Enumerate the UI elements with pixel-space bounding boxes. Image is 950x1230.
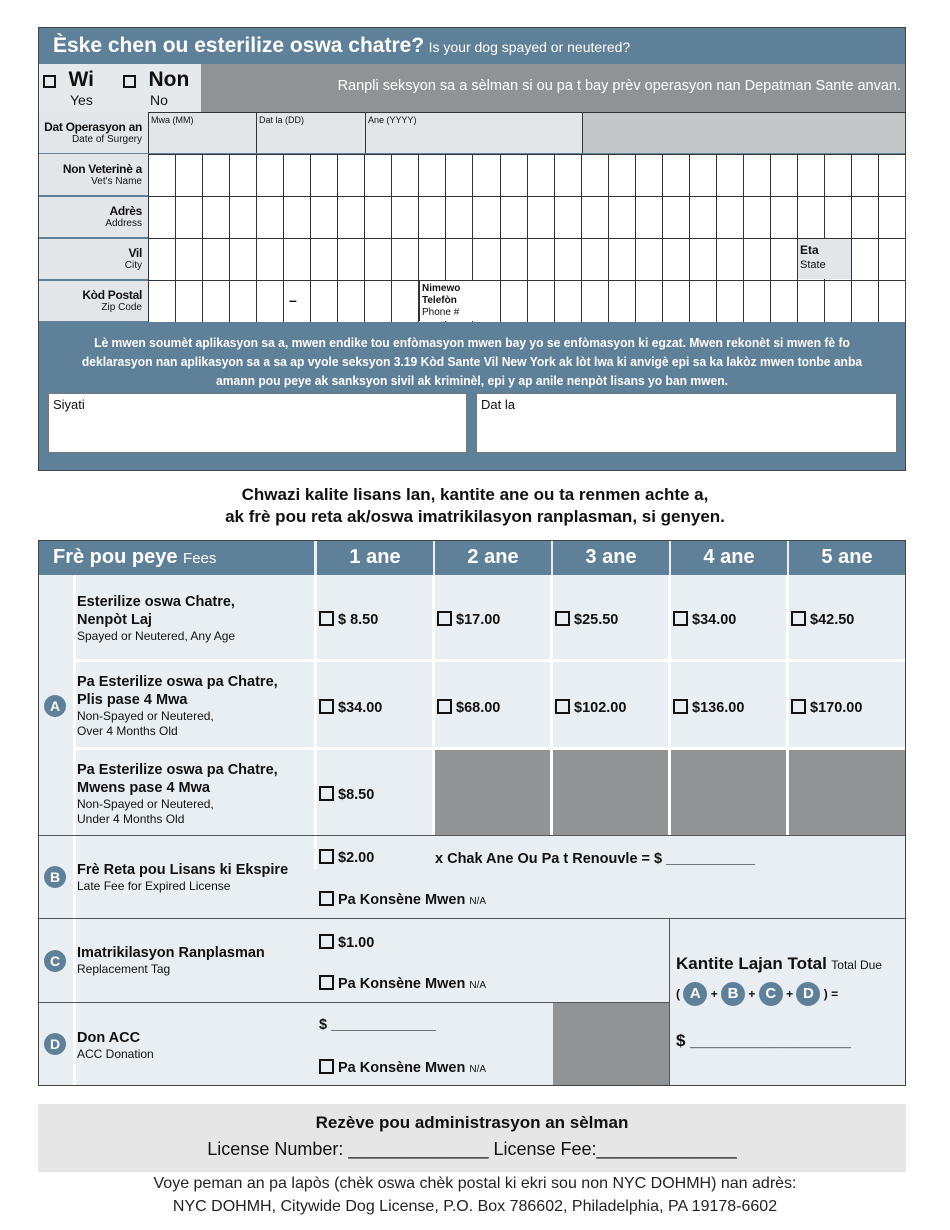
char-cell[interactable]: [229, 197, 256, 238]
replacement-na[interactable]: Pa Konsène Mwen N/A: [319, 975, 486, 992]
year-header-4: 4 ane: [671, 541, 787, 575]
office-use-box: [38, 1104, 906, 1172]
char-cell[interactable]: [689, 197, 716, 238]
late-fee-option[interactable]: $2.00: [319, 849, 374, 866]
char-cell[interactable]: [824, 197, 851, 238]
price-unspayed-under-1[interactable]: $8.50: [319, 786, 374, 803]
char-cell[interactable]: [689, 155, 716, 196]
char-cell[interactable]: [500, 239, 527, 280]
char-cell[interactable]: [445, 155, 472, 196]
char-cell[interactable]: [554, 155, 581, 196]
month-input[interactable]: Mwa (MM): [148, 113, 256, 153]
donation-label: Don ACC ACC Donation: [77, 1030, 154, 1061]
vet-label: Non Veterinè a Vet's Name: [39, 154, 148, 195]
char-cell[interactable]: [500, 155, 527, 196]
char-cell[interactable]: [256, 197, 283, 238]
char-cell[interactable]: [472, 197, 499, 238]
char-cell[interactable]: [175, 239, 202, 280]
mail-line-1: Voye peman an pa lapòs (chèk oswa chèk postal ki ekri sou non NYC DOHMH) nan adrès:: [153, 1175, 797, 1192]
fee-unspayed-over-label: Pa Esterilize oswa pa Chatre, Plis pase 4 Mwa Non-Spayed or Neutered, Over 4 Months Old: [77, 674, 278, 738]
char-cell[interactable]: [743, 155, 770, 196]
char-cell[interactable]: [770, 239, 797, 280]
price-unspayed-over-4[interactable]: $136.00: [673, 699, 744, 716]
char-cell[interactable]: [527, 281, 554, 322]
char-cell[interactable]: [202, 155, 229, 196]
office-license-line: License Number: ______________ License Fee:______________: [207, 1139, 737, 1159]
char-cell[interactable]: [337, 197, 364, 238]
price-spayed-1[interactable]: $ 8.50: [319, 611, 378, 628]
char-cell[interactable]: [310, 197, 337, 238]
char-cell[interactable]: [364, 239, 391, 280]
char-cell[interactable]: [662, 155, 689, 196]
unused-area: [582, 113, 905, 153]
year-input[interactable]: Ane (YYYY): [365, 113, 582, 153]
day-input[interactable]: Dat la (DD): [256, 113, 365, 153]
char-cell[interactable]: [391, 197, 418, 238]
char-cell[interactable]: [770, 155, 797, 196]
char-cell[interactable]: [878, 281, 905, 322]
char-cell[interactable]: [391, 155, 418, 196]
char-cell[interactable]: [418, 239, 445, 280]
char-cell[interactable]: [716, 239, 743, 280]
char-cell[interactable]: [770, 197, 797, 238]
char-cell[interactable]: [310, 239, 337, 280]
char-cell[interactable]: [662, 239, 689, 280]
address-input[interactable]: [148, 196, 905, 238]
zip-dash: –: [289, 292, 297, 308]
char-cell[interactable]: [608, 281, 635, 322]
char-cell[interactable]: [878, 239, 905, 280]
price-unspayed-over-1[interactable]: $34.00: [319, 699, 382, 716]
char-cell[interactable]: [256, 155, 283, 196]
instruction-text: Ranpli seksyon sa a sèlman si ou pa t bay prèv operasyon nan Depatman Sante anvan.: [337, 78, 901, 94]
char-cell[interactable]: [851, 239, 878, 280]
choose-instruction: [0, 484, 950, 528]
mailing-address: [0, 1172, 950, 1218]
char-cell[interactable]: [364, 197, 391, 238]
replacement-option[interactable]: $1.00: [319, 934, 374, 951]
donation-amount[interactable]: $ _____________: [319, 1017, 436, 1033]
char-cell[interactable]: [472, 155, 499, 196]
total-amount[interactable]: $ _________________: [676, 1031, 851, 1050]
char-cell[interactable]: [581, 239, 608, 280]
date-field[interactable]: Dat la: [476, 393, 897, 453]
fee-spayed-label: Esterilize oswa Chatre, Nenpòt Laj Spayed or Neutered, Any Age: [77, 594, 236, 643]
price-unspayed-over-5[interactable]: $170.00: [791, 699, 862, 716]
char-cell[interactable]: [472, 239, 499, 280]
char-cell[interactable]: [635, 281, 662, 322]
no-label: Non: [148, 68, 190, 91]
char-cell[interactable]: [797, 281, 824, 322]
char-cell[interactable]: [689, 239, 716, 280]
char-cell[interactable]: [283, 155, 310, 196]
yes-checkbox[interactable]: [43, 75, 56, 88]
declaration-text: Lè mwen soumèt aplikasyon sa a, mwen endike tou enfòmasyon mwen bay yo se enfòmasyon ki egzat. Mwen rekonèt si mwen fè fo deklarasyon nan aplikasyon sa a sa ap vyole seksyon 3.19 Kòd Sante Vil New York ak lòt lwa ki anvigè epi sa ka lakòz mwen tonbe anba amann pou peye ak sanksyon sivil ak kriminèl, epi y ap anile nenpòt lisans yo ban mwen.: [81, 335, 863, 388]
char-cell[interactable]: [581, 197, 608, 238]
char-cell[interactable]: [716, 281, 743, 322]
late-fee-formula[interactable]: x Chak Ane Ou Pa t Renouvle = $ ___________: [435, 851, 755, 867]
surgery-date-label: Dat Operasyon an Date of Surgery: [39, 112, 148, 153]
char-cell[interactable]: [635, 239, 662, 280]
total-formula: ( A + B + C + D ) =: [676, 982, 838, 1006]
yes-label: Wi: [68, 68, 94, 91]
late-fee-na[interactable]: Pa Konsène Mwen N/A: [319, 891, 486, 908]
char-cell[interactable]: [283, 239, 310, 280]
char-cell[interactable]: [581, 281, 608, 322]
no-checkbox[interactable]: [123, 75, 136, 88]
char-cell[interactable]: [202, 197, 229, 238]
address-label: Adrès Address: [39, 197, 148, 237]
replacement-label: Imatrikilasyon Ranplasman Replacement Tag: [77, 945, 265, 976]
vet-name-input[interactable]: [148, 154, 905, 196]
char-cell[interactable]: [148, 197, 175, 238]
question-en: Is your dog spayed or neutered?: [428, 39, 631, 55]
char-cell[interactable]: [391, 239, 418, 280]
char-cell[interactable]: [175, 197, 202, 238]
char-cell[interactable]: [797, 197, 824, 238]
char-cell[interactable]: [337, 155, 364, 196]
char-cell[interactable]: [716, 197, 743, 238]
zip-label: Kòd Postal Zip Code: [39, 281, 148, 321]
price-spayed-2[interactable]: $17.00: [437, 611, 500, 628]
price-unspayed-over-2[interactable]: $68.00: [437, 699, 500, 716]
surgery-date-fields: [148, 112, 905, 153]
char-cell[interactable]: [608, 155, 635, 196]
state-label: Eta State: [797, 239, 851, 279]
char-cell[interactable]: [148, 155, 175, 196]
char-cell[interactable]: [824, 281, 851, 322]
char-cell[interactable]: [337, 281, 364, 322]
char-cell[interactable]: [662, 197, 689, 238]
char-cell[interactable]: [175, 281, 202, 322]
char-cell[interactable]: [743, 239, 770, 280]
year-header-1: 1 ane: [317, 541, 433, 575]
char-cell[interactable]: [310, 155, 337, 196]
city-input[interactable]: [148, 238, 905, 280]
price-unspayed-over-3[interactable]: $102.00: [555, 699, 626, 716]
char-cell[interactable]: [635, 155, 662, 196]
char-cell[interactable]: [364, 155, 391, 196]
char-cell[interactable]: [148, 239, 175, 280]
char-cell[interactable]: [770, 281, 797, 322]
mail-line-2: NYC DOHMH, Citywide Dog License, P.O. Box 786602, Philadelphia, PA 19178-6602: [172, 1198, 778, 1215]
city-label: Vil City: [39, 239, 148, 279]
office-title: Rezève pou administrasyon an sèlman: [315, 1113, 629, 1132]
char-cell[interactable]: [391, 281, 418, 322]
year-header-5: 5 ane: [789, 541, 905, 575]
yes-option[interactable]: [43, 68, 94, 108]
badge-b: B: [44, 866, 66, 888]
char-cell[interactable]: [608, 197, 635, 238]
char-cell[interactable]: [608, 239, 635, 280]
char-cell[interactable]: [202, 239, 229, 280]
question-ht: Èske chen ou esterilize oswa chatre?: [53, 34, 425, 57]
surgery-section: [38, 27, 906, 471]
char-cell[interactable]: [202, 281, 229, 322]
fees-header: Frè pou peye Fees: [39, 541, 314, 575]
char-cell[interactable]: [337, 239, 364, 280]
signature-field[interactable]: Siyati: [48, 393, 467, 453]
phone-label: Nimewo Telefòn Phone #: [419, 281, 473, 321]
char-cell[interactable]: [581, 155, 608, 196]
price-spayed-4[interactable]: $34.00: [673, 611, 736, 628]
zip-input[interactable]: [148, 280, 905, 322]
char-cell[interactable]: [418, 155, 445, 196]
char-cell[interactable]: [472, 281, 499, 322]
year-header-2: 2 ane: [435, 541, 551, 575]
price-spayed-3[interactable]: $25.50: [555, 611, 618, 628]
badge-a: A: [44, 695, 66, 717]
char-cell[interactable]: [878, 155, 905, 196]
section-title: [39, 28, 905, 64]
no-option[interactable]: [123, 68, 189, 108]
char-cell[interactable]: [500, 197, 527, 238]
donation-na[interactable]: Pa Konsène Mwen N/A: [319, 1059, 486, 1076]
char-cell[interactable]: [445, 239, 472, 280]
char-cell[interactable]: [554, 197, 581, 238]
badge-d: D: [44, 1033, 66, 1055]
char-cell[interactable]: [310, 281, 337, 322]
char-cell[interactable]: [743, 281, 770, 322]
char-cell[interactable]: [256, 239, 283, 280]
char-cell[interactable]: [878, 197, 905, 238]
char-cell[interactable]: [445, 197, 472, 238]
char-cell[interactable]: [175, 155, 202, 196]
char-cell[interactable]: [554, 239, 581, 280]
fees-table: [38, 540, 906, 1086]
char-cell[interactable]: [851, 281, 878, 322]
no-label-en: No: [150, 92, 168, 108]
char-cell[interactable]: [229, 281, 256, 322]
char-cell[interactable]: [229, 239, 256, 280]
char-cell[interactable]: [364, 281, 391, 322]
char-cell[interactable]: [554, 281, 581, 322]
char-cell[interactable]: [283, 197, 310, 238]
char-cell[interactable]: [662, 281, 689, 322]
char-cell[interactable]: [851, 197, 878, 238]
year-header-3: 3 ane: [553, 541, 669, 575]
badge-c: C: [44, 950, 66, 972]
fee-unspayed-under-label: Pa Esterilize oswa pa Chatre, Mwens pase 4 Mwa Non-Spayed or Neutered, Under 4 Months Old: [77, 762, 278, 826]
choose-line-2: ak frè pou reta ak/oswa imatrikilasyon ranplasman, si genyen.: [225, 507, 725, 526]
yes-label-en: Yes: [70, 92, 93, 108]
char-cell[interactable]: [635, 197, 662, 238]
char-cell[interactable]: [716, 155, 743, 196]
char-cell[interactable]: [824, 155, 851, 196]
char-cell[interactable]: [743, 197, 770, 238]
char-cell[interactable]: [148, 281, 175, 322]
char-cell[interactable]: [418, 197, 445, 238]
char-cell[interactable]: [797, 155, 824, 196]
char-cell[interactable]: [256, 281, 283, 322]
price-spayed-5[interactable]: $42.50: [791, 611, 854, 628]
char-cell[interactable]: [527, 239, 554, 280]
total-label: Kantite Lajan Total Total Due: [676, 954, 882, 973]
late-fee-label: Frè Reta pou Lisans ki Ekspire Late Fee for Expired License: [77, 862, 289, 893]
char-cell[interactable]: [689, 281, 716, 322]
char-cell[interactable]: [500, 281, 527, 322]
char-cell[interactable]: [851, 155, 878, 196]
choose-line-1: Chwazi kalite lisans lan, kantite ane ou ta renmen achte a,: [241, 485, 709, 504]
char-cell[interactable]: [527, 155, 554, 196]
char-cell[interactable]: [527, 197, 554, 238]
char-cell[interactable]: [229, 155, 256, 196]
